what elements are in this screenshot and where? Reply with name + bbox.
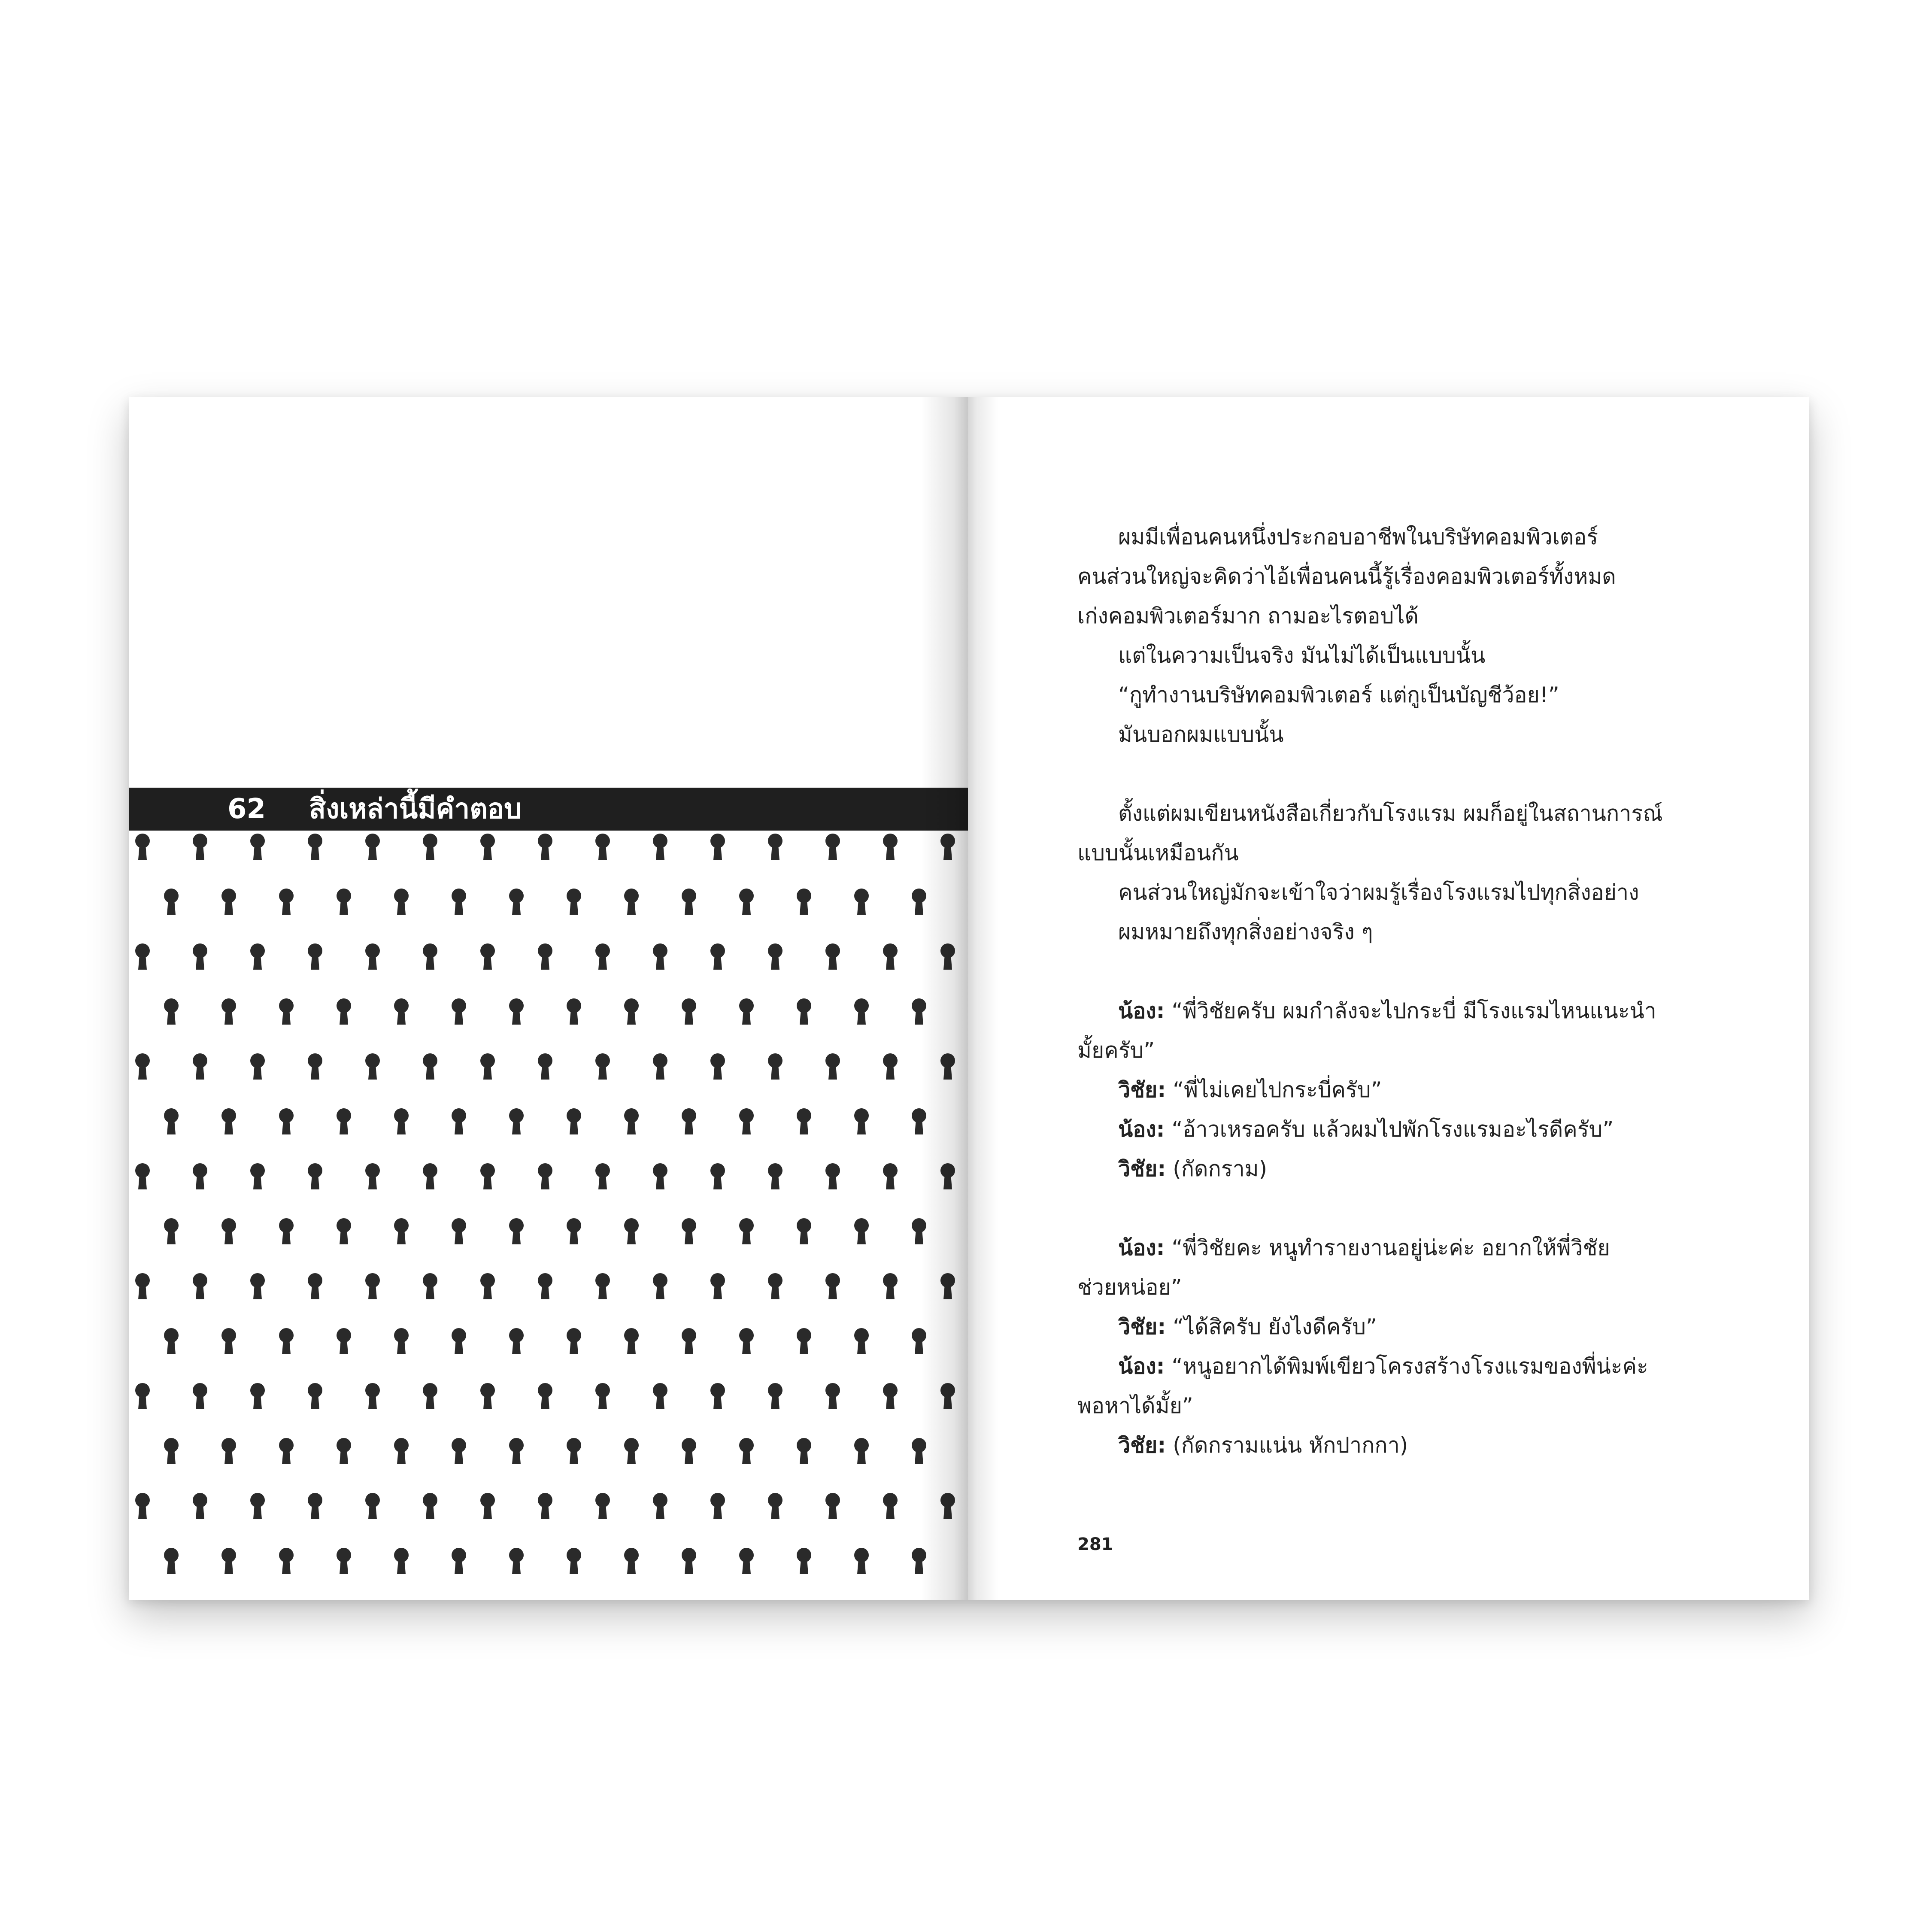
keyhole-icon (308, 1053, 322, 1080)
keyhole-icon (595, 834, 610, 860)
keyhole-icon (653, 1053, 667, 1080)
keyhole-icon (912, 1328, 926, 1354)
keyhole-icon (308, 943, 322, 970)
keyhole-icon (653, 1493, 667, 1519)
line-text: แบบนั้นเหมือนกัน (1077, 840, 1239, 865)
keyhole-icon (768, 1493, 783, 1519)
keyhole-icon (739, 889, 754, 915)
keyhole-icon (337, 1328, 351, 1354)
keyhole-icon (480, 1493, 495, 1519)
keyhole-icon (452, 1108, 466, 1134)
page-number: 281 (1077, 1535, 1113, 1554)
keyhole-icon (595, 1163, 610, 1189)
keyhole-icon (940, 1053, 955, 1080)
keyhole-icon (653, 834, 667, 860)
keyhole-icon (423, 1273, 437, 1299)
keyhole-icon (854, 1438, 869, 1464)
keyhole-icon (682, 1548, 696, 1574)
keyhole-icon (567, 1218, 581, 1244)
keyhole-icon (308, 1273, 322, 1299)
keyhole-icon (337, 1108, 351, 1134)
keyhole-icon (710, 1053, 725, 1080)
keyhole-icon (394, 1328, 409, 1354)
keyhole-icon (710, 1383, 725, 1409)
keyhole-icon (567, 889, 581, 915)
keyhole-icon (739, 1438, 754, 1464)
line-text: “พี่วิชัยคะ หนูทำรายงานอยู่น่ะค่ะ อยากให้พี่วิชัย (1171, 1235, 1610, 1260)
keyhole-icon (193, 1273, 207, 1299)
keyhole-icon (279, 1548, 294, 1574)
keyhole-icon (135, 1493, 150, 1519)
keyhole-icon (595, 1053, 610, 1080)
keyhole-icon (797, 1218, 811, 1244)
keyhole-icon (135, 1383, 150, 1409)
keyhole-icon (538, 943, 552, 970)
keyhole-icon (624, 1108, 639, 1134)
keyhole-icon (193, 943, 207, 970)
keyhole-icon (710, 943, 725, 970)
keyhole-icon (567, 1438, 581, 1464)
dialogue-line (1077, 1347, 1653, 1386)
keyhole-icon (883, 943, 898, 970)
keyhole-icon (193, 1383, 207, 1409)
keyhole-icon (797, 998, 811, 1025)
line-text: ตั้งแต่ผมเขียนหนังสือเกี่ยวกับโรงแรม ผมก็อยู่ในสถานการณ์ (1118, 801, 1663, 826)
keyhole-icon (768, 1273, 783, 1299)
keyhole-icon (480, 1163, 495, 1189)
speaker-label: น้อง: (1118, 1235, 1165, 1260)
keyhole-icon (825, 834, 840, 860)
keyhole-icon (509, 1548, 524, 1574)
keyhole-icon (509, 1438, 524, 1464)
dialogue-line (1077, 991, 1656, 1031)
keyhole-icon (135, 1273, 150, 1299)
keyhole-icon (394, 889, 409, 915)
keyhole-icon (221, 1108, 236, 1134)
keyhole-icon (193, 834, 207, 860)
speaker-label: น้อง: (1118, 998, 1165, 1023)
keyhole-icon (940, 1383, 955, 1409)
keyhole-icon (710, 1163, 725, 1189)
keyhole-icon (193, 1163, 207, 1189)
keyhole-icon (193, 1493, 207, 1519)
keyhole-icon (452, 1218, 466, 1244)
dialogue-line (1077, 1425, 1653, 1465)
keyhole-icon (653, 1273, 667, 1299)
keyhole-icon (624, 889, 639, 915)
keyhole-icon (279, 998, 294, 1025)
text-line (1077, 833, 1653, 873)
keyhole-icon (135, 1163, 150, 1189)
keyhole-icon (595, 943, 610, 970)
keyhole-icon (250, 1493, 265, 1519)
text-line (1077, 517, 1653, 557)
keyhole-icon (567, 998, 581, 1025)
left-page (129, 397, 968, 1600)
line-text: “กูทำงานบริษัทคอมพิวเตอร์ แต่กูเป็นบัญชีว้อย!” (1118, 682, 1559, 707)
keyhole-icon (164, 889, 179, 915)
keyhole-icon (164, 1548, 179, 1574)
right-page (968, 397, 1809, 1600)
keyhole-icon (940, 943, 955, 970)
keyhole-icon (710, 1273, 725, 1299)
text-line (1077, 873, 1653, 912)
keyhole-icon (912, 1548, 926, 1574)
line-text: “พี่วิชัยครับ ผมกำลังจะไปกระบี่ มีโรงแรมไหนแนะนำ (1171, 998, 1656, 1023)
keyhole-icon (480, 1273, 495, 1299)
text-line (1077, 912, 1653, 952)
keyhole-icon (883, 834, 898, 860)
keyhole-icon (193, 1053, 207, 1080)
text-line (1077, 636, 1653, 675)
dialogue-line (1077, 1307, 1653, 1347)
line-text: พอหาได้มั้ย” (1077, 1393, 1193, 1418)
keyhole-icon (164, 1438, 179, 1464)
keyhole-icon (164, 998, 179, 1025)
chapter-header-bar (129, 788, 968, 831)
keyhole-icon (221, 1438, 236, 1464)
keyhole-icon (682, 1108, 696, 1134)
keyhole-icon (423, 1383, 437, 1409)
keyhole-pattern (129, 831, 968, 1600)
keyhole-icon (423, 1053, 437, 1080)
keyhole-icon (480, 943, 495, 970)
chapter-number: 62 (227, 793, 266, 825)
keyhole-icon (365, 1383, 380, 1409)
keyhole-icon (221, 1218, 236, 1244)
keyhole-icon (854, 1328, 869, 1354)
keyhole-icon (337, 998, 351, 1025)
dialogue-line (1077, 1268, 1653, 1307)
keyhole-icon (768, 1053, 783, 1080)
keyhole-icon (825, 1163, 840, 1189)
line-text: มันบอกผมแบบนั้น (1118, 722, 1284, 747)
keyhole-icon (394, 1548, 409, 1574)
keyhole-icon (682, 1438, 696, 1464)
keyhole-icon (509, 1218, 524, 1244)
keyhole-icon (797, 1438, 811, 1464)
dialogue-line (1077, 1110, 1653, 1149)
keyhole-icon (624, 1438, 639, 1464)
keyhole-icon (883, 1053, 898, 1080)
keyhole-icon (279, 1328, 294, 1354)
keyhole-icon (423, 1493, 437, 1519)
keyhole-icon (653, 1163, 667, 1189)
keyhole-icon (883, 1163, 898, 1189)
keyhole-icon (365, 1273, 380, 1299)
keyhole-icon (164, 1108, 179, 1134)
text-line (1077, 794, 1663, 833)
keyhole-icon (337, 1438, 351, 1464)
speaker-label: น้อง: (1118, 1354, 1165, 1379)
keyhole-icon (624, 1548, 639, 1574)
keyhole-icon (624, 998, 639, 1025)
keyhole-icon (509, 1328, 524, 1354)
keyhole-icon (337, 1218, 351, 1244)
line-text: “หนูอยากได้พิมพ์เขียวโครงสร้างโรงแรมของพี่น่ะค่ะ (1171, 1354, 1648, 1379)
keyhole-icon (365, 943, 380, 970)
keyhole-icon (768, 943, 783, 970)
keyhole-icon (221, 889, 236, 915)
body-text (1077, 517, 1663, 1465)
keyhole-icon (394, 1218, 409, 1244)
keyhole-icon (797, 1108, 811, 1134)
keyhole-icon (854, 889, 869, 915)
keyhole-icon (710, 1493, 725, 1519)
keyhole-icon (940, 1493, 955, 1519)
keyhole-icon (509, 889, 524, 915)
keyhole-icon (768, 834, 783, 860)
keyhole-icon (452, 1438, 466, 1464)
keyhole-icon (682, 1218, 696, 1244)
keyhole-icon (250, 1053, 265, 1080)
keyhole-icon (423, 834, 437, 860)
text-line (1077, 596, 1653, 636)
keyhole-icon (883, 1273, 898, 1299)
keyhole-icon (423, 943, 437, 970)
keyhole-icon (164, 1218, 179, 1244)
keyhole-icon (768, 1163, 783, 1189)
keyhole-icon (135, 943, 150, 970)
keyhole-icon (739, 1328, 754, 1354)
keyhole-icon (854, 1548, 869, 1574)
keyhole-icon (912, 1438, 926, 1464)
keyhole-icon (250, 1273, 265, 1299)
keyhole-icon (365, 1053, 380, 1080)
speaker-label: วิชัย: (1118, 1156, 1166, 1181)
keyhole-icon (883, 1493, 898, 1519)
keyhole-icon (710, 834, 725, 860)
keyhole-icon (221, 1328, 236, 1354)
line-text: ผมมีเพื่อนคนหนึ่งประกอบอาชีพในบริษัทคอมพิวเตอร์ (1118, 525, 1598, 549)
line-text: “พี่ไม่เคยไปกระบี่ครับ” (1173, 1077, 1382, 1102)
keyhole-icon (768, 1383, 783, 1409)
text-line (1077, 675, 1653, 715)
paragraph-gap (1077, 952, 1653, 991)
keyhole-icon (452, 1548, 466, 1574)
gutter-shadow (968, 397, 998, 1600)
keyhole-icon (825, 1053, 840, 1080)
dialogue-line (1077, 1031, 1653, 1070)
line-text: (กัดกรามแน่น หักปากกา) (1173, 1433, 1408, 1458)
keyhole-icon (452, 889, 466, 915)
line-text: ผมหมายถึงทุกสิ่งอย่างจริง ๆ (1118, 919, 1373, 944)
dialogue-line (1077, 1228, 1653, 1268)
keyhole-icon (250, 1163, 265, 1189)
keyhole-icon (567, 1328, 581, 1354)
keyhole-icon (308, 1383, 322, 1409)
keyhole-icon (250, 1383, 265, 1409)
keyhole-icon (394, 998, 409, 1025)
chapter-title: สิ่งเหล่านี้มีคำตอบ (309, 793, 522, 825)
paragraph-gap (1077, 1189, 1653, 1228)
speaker-label: น้อง: (1118, 1117, 1165, 1142)
book-spread (129, 397, 1809, 1600)
dialogue-line (1077, 1386, 1653, 1425)
keyhole-icon (912, 998, 926, 1025)
keyhole-icon (480, 1383, 495, 1409)
paragraph-gap (1077, 754, 1653, 794)
keyhole-icon (739, 998, 754, 1025)
keyhole-icon (135, 1053, 150, 1080)
keyhole-icon (279, 1218, 294, 1244)
keyhole-icon (221, 998, 236, 1025)
keyhole-icon (912, 1218, 926, 1244)
dialogue-line (1077, 1070, 1653, 1110)
keyhole-icon (825, 1493, 840, 1519)
keyhole-icon (480, 834, 495, 860)
keyhole-icon (854, 1218, 869, 1244)
keyhole-icon (797, 889, 811, 915)
keyhole-icon (250, 834, 265, 860)
keyhole-icon (308, 1163, 322, 1189)
keyhole-icon (452, 998, 466, 1025)
keyhole-icon (423, 1163, 437, 1189)
text-line (1077, 557, 1653, 596)
speaker-label: วิชัย: (1118, 1314, 1166, 1339)
keyhole-icon (394, 1438, 409, 1464)
keyhole-icon (365, 834, 380, 860)
keyhole-icon (452, 1328, 466, 1354)
keyhole-icon (394, 1108, 409, 1134)
keyhole-icon (739, 1108, 754, 1134)
line-text: แต่ในความเป็นจริง มันไม่ได้เป็นแบบนั้น (1118, 643, 1486, 668)
keyhole-icon (653, 943, 667, 970)
keyhole-icon (135, 834, 150, 860)
keyhole-icon (164, 1328, 179, 1354)
keyhole-icon (595, 1273, 610, 1299)
keyhole-icon (308, 1493, 322, 1519)
line-text: “อ้าวเหรอครับ แล้วผมไปพักโรงแรมอะไรดีครับ” (1171, 1117, 1614, 1142)
keyhole-icon (940, 834, 955, 860)
keyhole-icon (825, 1383, 840, 1409)
keyhole-icon (940, 1163, 955, 1189)
keyhole-icon (825, 943, 840, 970)
speaker-label: วิชัย: (1118, 1433, 1166, 1458)
keyhole-icon (337, 889, 351, 915)
keyhole-icon (854, 998, 869, 1025)
keyhole-icon (739, 1218, 754, 1244)
keyhole-icon (279, 889, 294, 915)
line-text: คนส่วนใหญ่มักจะเข้าใจว่าผมรู้เรื่องโรงแรมไปทุกสิ่งอย่าง (1118, 880, 1639, 905)
keyhole-icon (538, 1053, 552, 1080)
keyhole-icon (912, 889, 926, 915)
keyhole-icon (682, 998, 696, 1025)
keyhole-icon (308, 834, 322, 860)
keyhole-icon (595, 1383, 610, 1409)
line-text: “ได้สิครับ ยังไงดีครับ” (1173, 1314, 1377, 1339)
line-text: มั้ยครับ” (1077, 1038, 1155, 1063)
line-text: เก่งคอมพิวเตอร์มาก ถามอะไรตอบได้ (1077, 604, 1419, 628)
line-text: (กัดกราม) (1173, 1156, 1268, 1181)
keyhole-icon (797, 1328, 811, 1354)
keyhole-icon (538, 1273, 552, 1299)
keyhole-icon (480, 1053, 495, 1080)
keyhole-icon (221, 1548, 236, 1574)
keyhole-icon (250, 943, 265, 970)
keyhole-icon (337, 1548, 351, 1574)
line-text: ช่วยหน่อย” (1077, 1275, 1182, 1300)
keyhole-icon (624, 1218, 639, 1244)
keyhole-icon (538, 1163, 552, 1189)
line-text: คนส่วนใหญ่จะคิดว่าไอ้เพื่อนคนนี้รู้เรื่องคอมพิวเตอร์ทั้งหมด (1077, 564, 1616, 589)
keyhole-icon (567, 1108, 581, 1134)
keyhole-icon (538, 1493, 552, 1519)
keyhole-icon (653, 1383, 667, 1409)
keyhole-icon (797, 1548, 811, 1574)
keyhole-icon (940, 1273, 955, 1299)
keyhole-icon (279, 1438, 294, 1464)
keyhole-icon (279, 1108, 294, 1134)
keyhole-icon (509, 1108, 524, 1134)
keyhole-icon (595, 1493, 610, 1519)
keyhole-icon (854, 1108, 869, 1134)
keyhole-icon (538, 1383, 552, 1409)
keyhole-icon (883, 1383, 898, 1409)
keyhole-icon (912, 1108, 926, 1134)
keyhole-icon (567, 1548, 581, 1574)
text-line (1077, 715, 1653, 754)
keyhole-icon (624, 1328, 639, 1354)
keyhole-icon (509, 998, 524, 1025)
speaker-label: วิชัย: (1118, 1077, 1166, 1102)
keyhole-icon (365, 1493, 380, 1519)
keyhole-icon (682, 889, 696, 915)
keyhole-icon (739, 1548, 754, 1574)
keyhole-icon (538, 834, 552, 860)
dialogue-line (1077, 1149, 1653, 1189)
keyhole-icon (682, 1328, 696, 1354)
keyhole-icon (825, 1273, 840, 1299)
keyhole-icon (365, 1163, 380, 1189)
